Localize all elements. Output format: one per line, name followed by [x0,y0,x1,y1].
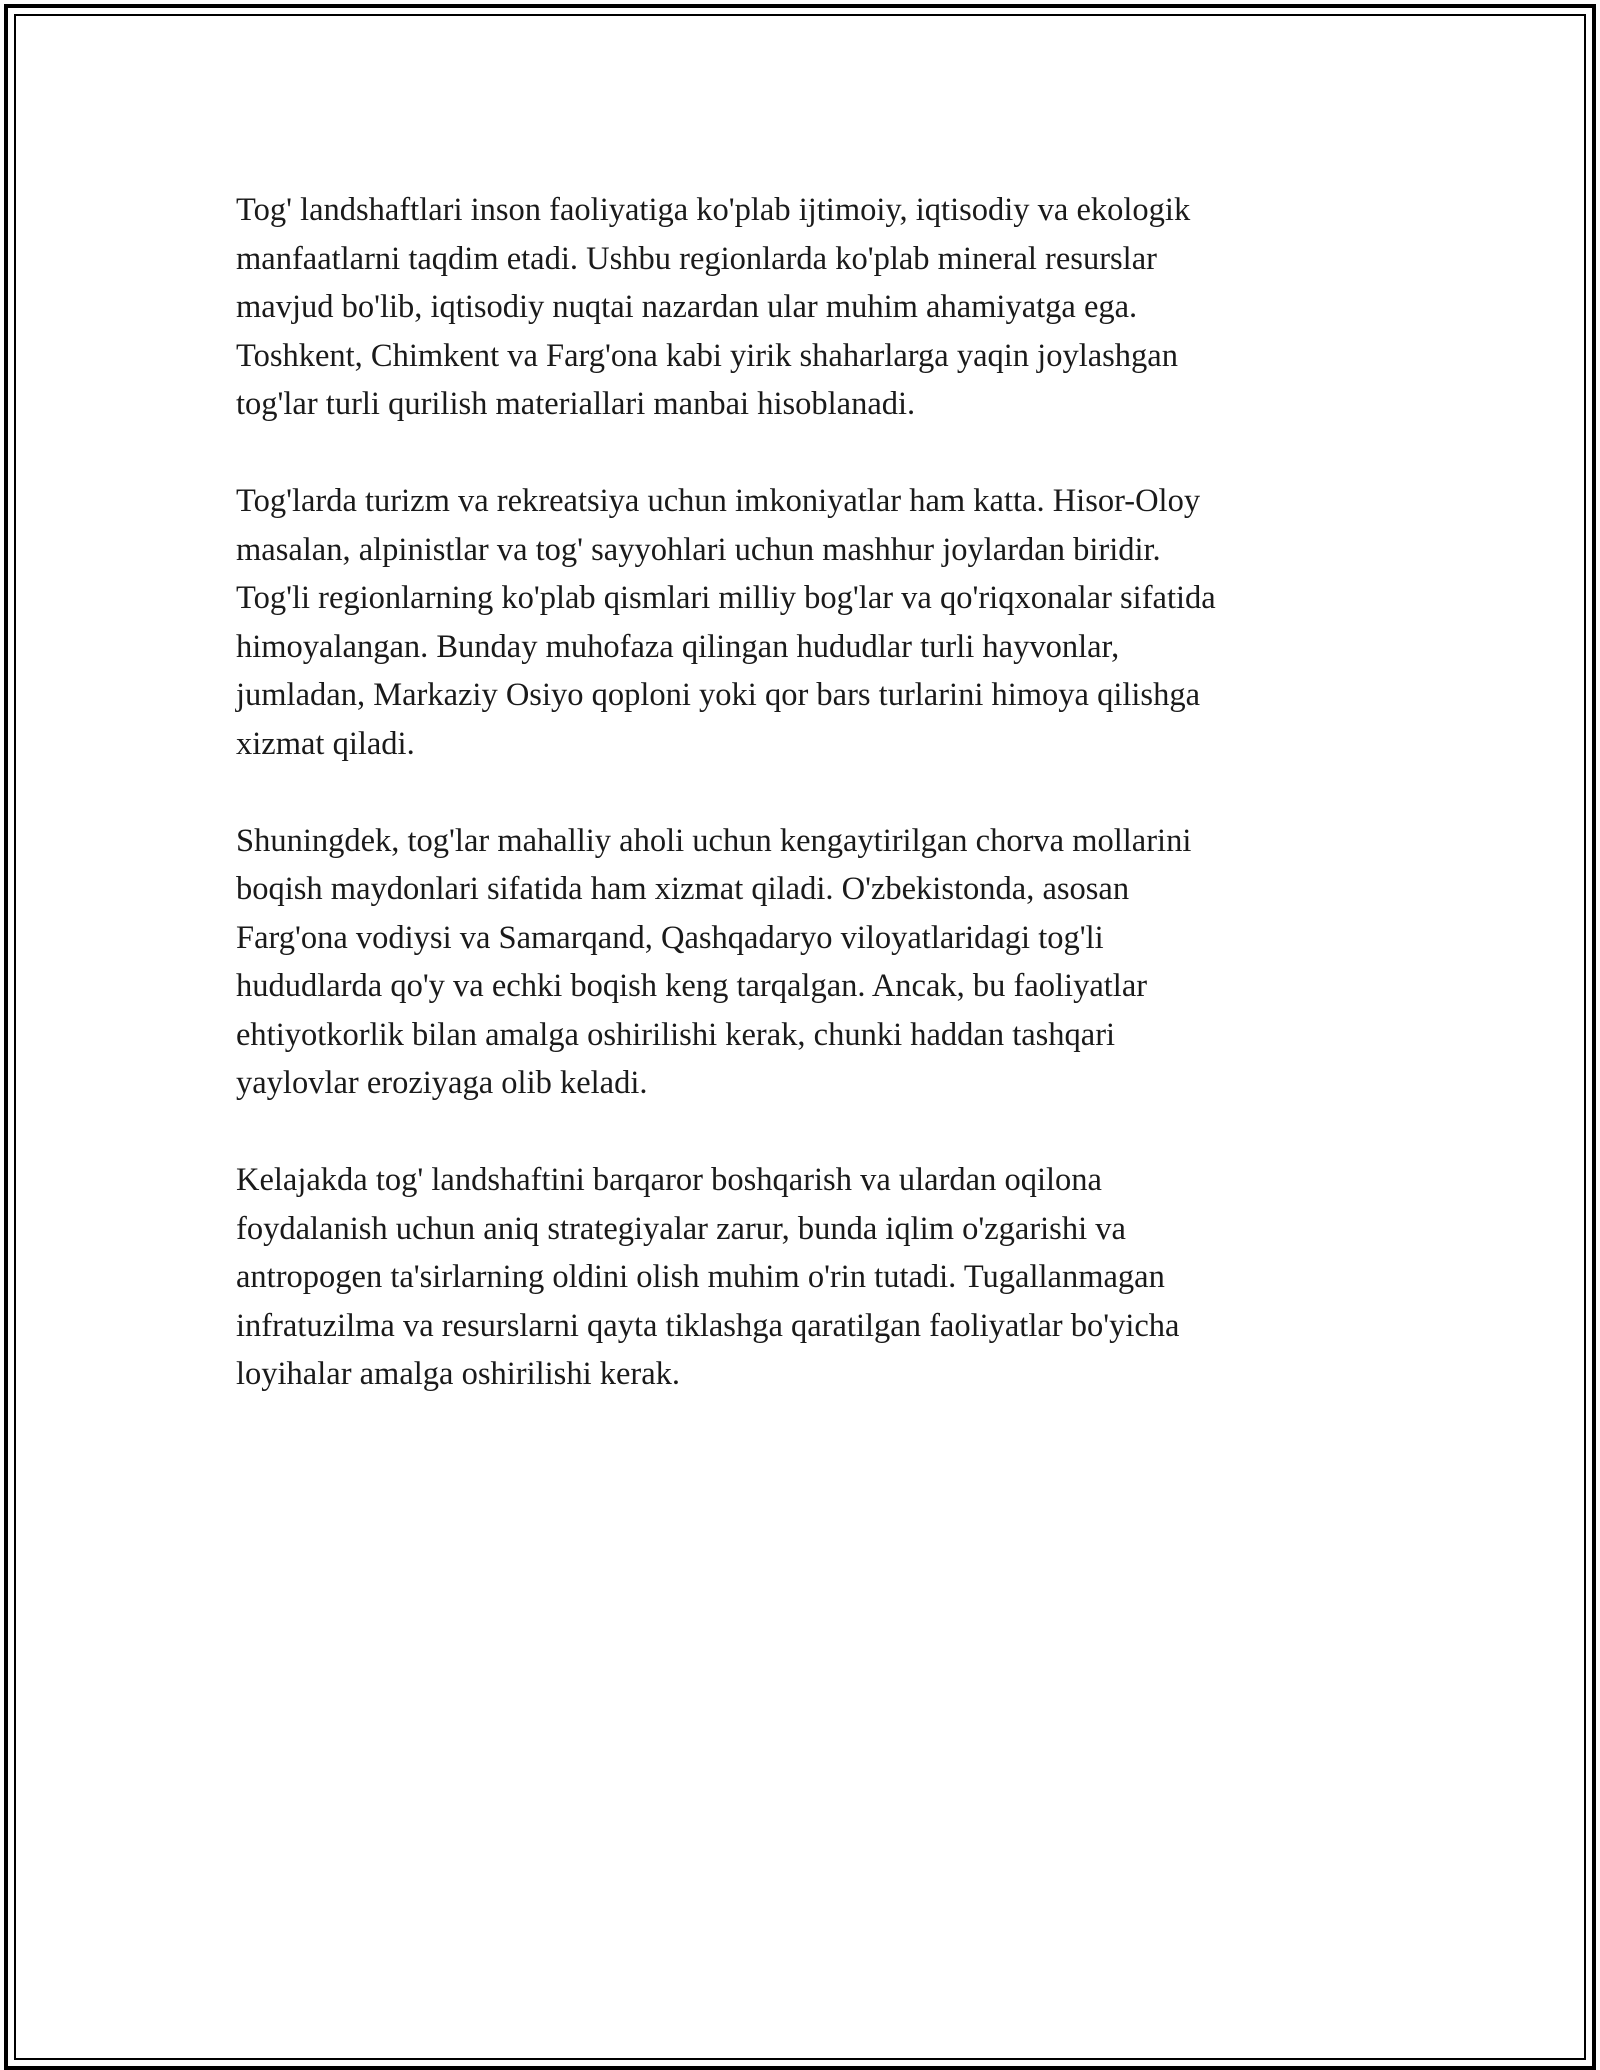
paragraph-2: Tog'larda turizm va rekreatsiya uchun imkoniyatlar ham katta. Hisor-Oloy masalan, alpinistlar va tog' sayyohlari uchun mashhur joylardan biridir. Tog'li regionlarning ko'plab qismlari milliy bog'lar va qo'riqxonalar sifatida himoyalangan. Bunday muhofaza qilingan hududlar turli hayvonlar, jumladan, Markaziy Osiyo qoploni yoki qor bars turlarini himoya qilishga xizmat qiladi. [236,483,1216,762]
paragraph-3: Shuningdek, tog'lar mahalliy aholi uchun kengaytirilgan chorva mollarini boqish maydonlari sifatida ham xizmat qiladi. O'zbekistonda, asosan Farg'ona vodiysi va Samarqand, Qashqadaryo viloyatlaridagi tog'li hududlarda qo'y va echki boqish keng tarqalgan. Ancak, bu faoliyatlar ehtiyotkorlik bilan amalga oshirilishi kerak, chunki haddan tashqari yaylovlar eroziyaga olib keladi. [236,822,1192,1101]
paragraph-1: Tog' landshaftlari inson faoliyatiga ko'plab ijtimoiy, iqtisodiy va ekologik manfaatlarni taqdim etadi. Ushbu regionlarda ko'plab mineral resurslar mavjud bo'lib, iqtisodiy nuqtai nazardan ular muhim ahamiyatga ega. Toshkent, Chimkent va Farg'ona kabi yirik shaharlarga yaqin joylashgan tog'lar turli qurilish materiallari manbai hisoblanadi. [236,192,1191,422]
paragraph-4: Kelajakda tog' landshaftini barqaror boshqarish va ulardan oqilona foydalanish uchun aniq strategiyalar zarur, bunda iqlim o'zgarishi va antropogen ta'sirlarning oldini olish muhim o'rin tutadi. Tugallanmagan infratuzilma va resurslarni qayta tiklashga qaratilgan faoliyatlar bo'yicha loyihalar amalga oshirilishi kerak. [236,1162,1180,1392]
document-body [236,186,1366,1447]
